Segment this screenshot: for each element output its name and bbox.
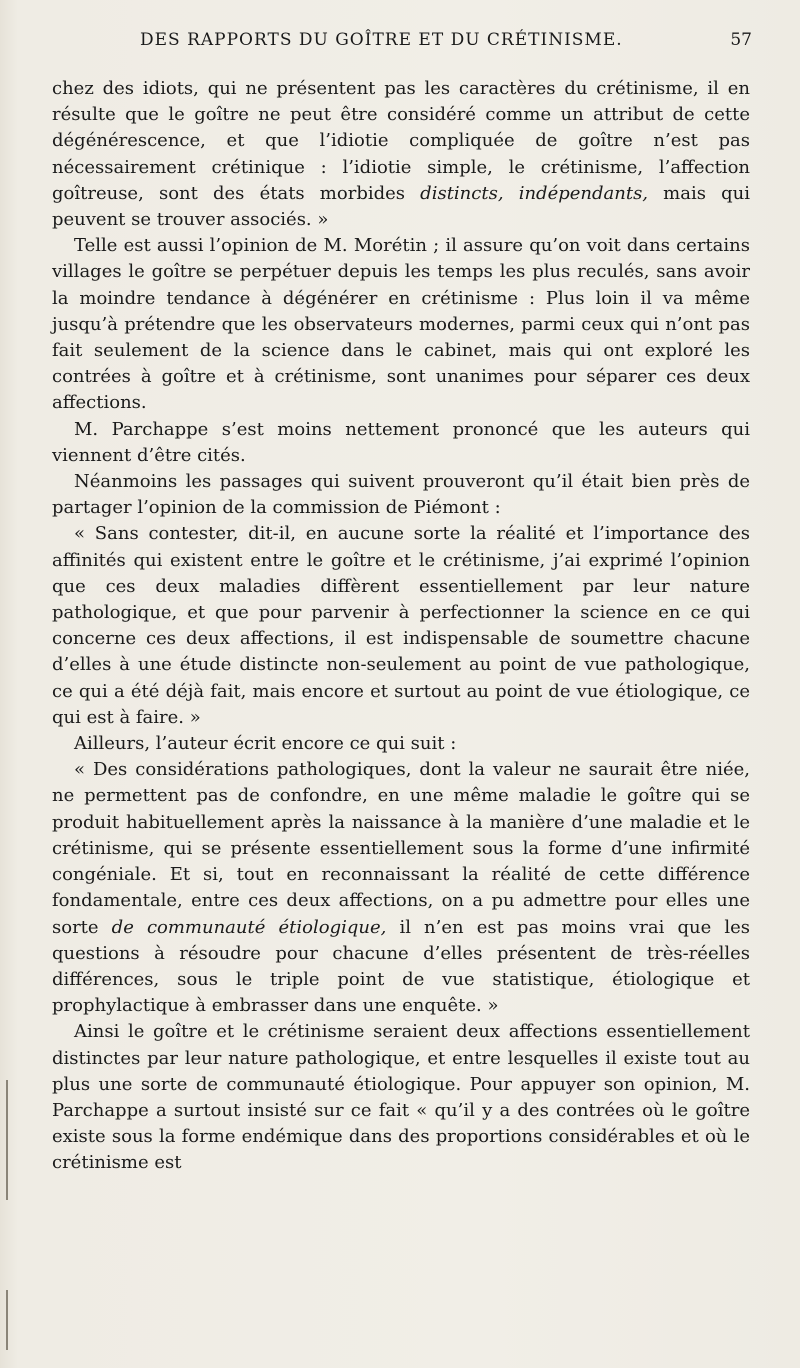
page-number: 57 — [730, 30, 752, 50]
text-run: mais qui peuvent se trouver associés. » — [52, 182, 750, 231]
text-run: « Sans contester, dit-il, en aucune sorte la réalité et l’importance des affinités qui existent entre le goître et le crétinisme, j’ai exprimé l’opinion que ces deux maladies diffèrent essentiellement par leur nature pathologique, et que pour parvenir à perfectionner la science en ce qui concerne ces deux affections, il est indispensable de soumettre chacune d’elles à une étude distincte non-seulement au point de vue pathologique, ce qui a été déjà fait, mais encore et surtout au point de vue étiologique, ce qui est à faire. » — [52, 523, 750, 728]
text-run: Ainsi le goître et le crétinisme seraient deux affections essentiellement distinctes par leur nature pathologique, et entre lesquelles il existe tout au plus une sorte de communauté étiologique. Pour appuyer son opinion, M. Parchappe a surtout insisté sur ce fait « qu’il y a des contrées où le goître existe sous la forme endémique dans des proportions considérables et où le crétinisme est — [52, 1021, 750, 1174]
text-run: « Des considérations pathologiques, dont la valeur ne saurait être niée, ne permettent pas de confondre, en une même maladie le goître qui se produit habituellement après la naissance à la manière d’une maladie et le crétinisme, qui se présente essentiellement sous la forme d’une infirmité congéniale. Et si, tout en reconnaissant la réalité de cette différence fondamentale, entre ces deux affections, on a pu admettre pour elles une sorte — [52, 759, 750, 938]
text-run: il n’en est pas moins vrai que les questions à résoudre pour chacune d’elles présentent de très-réelles différences, sous le triple point de vue statistique, étiologique et prophylactique à embrasser dans une enquête. » — [52, 916, 750, 1017]
text-run: Ailleurs, l’auteur écrit encore ce qui suit : — [74, 733, 457, 755]
italic-text: distincts, indépendants, — [420, 182, 649, 204]
paragraph — [52, 417, 750, 469]
paragraph — [52, 233, 750, 416]
text-run: Telle est aussi l’opinion de M. Morétin ; il assure qu’on voit dans certains villages le goître se perpétuer depuis les temps les plus reculés, sans avoir la moindre tendance à dégénérer en crétinisme : Plus loin il va même jusqu’à prétendre que les observateurs modernes, parmi ceux qui n’ont pas fait seulement de la science dans le cabinet, mais qui ont exploré les contrées à goître et à crétinisme, sont unanimes pour séparer ces deux affections. — [52, 235, 750, 414]
text-run: chez des idiots, qui ne présentent pas les caractères du crétinisme, il en résulte que le goître ne peut être considéré comme un attribut de cette dégénérescence, et que l’idiotie compliquée de goître n’est pas nécessairement crétinique : l’idiotie simple, le crétinisme, l’affection goîtreuse, sont des états morbides — [52, 78, 750, 204]
paragraph — [52, 469, 750, 521]
text-run: M. Parchappe s’est moins nettement prononcé que les auteurs qui viennent d’être cités. — [52, 418, 750, 466]
italic-text: de communauté étiologique, — [111, 916, 387, 938]
running-head: DES RAPPORTS DU GOÎTRE ET DU CRÉTINISME. — [140, 30, 623, 50]
paragraph — [52, 731, 750, 757]
scan-edge-mark — [6, 1080, 8, 1200]
text-run: Néanmoins les passages qui suivent prouveront qu’il était bien près de partager l’opinion de la commission de Piémont : — [52, 471, 750, 519]
paragraph — [52, 76, 750, 233]
paragraph — [52, 521, 750, 731]
scan-edge-mark — [6, 1290, 8, 1350]
paragraph — [52, 1019, 750, 1176]
body-text — [52, 76, 750, 1177]
paragraph — [52, 757, 750, 1019]
page-header — [52, 30, 752, 60]
